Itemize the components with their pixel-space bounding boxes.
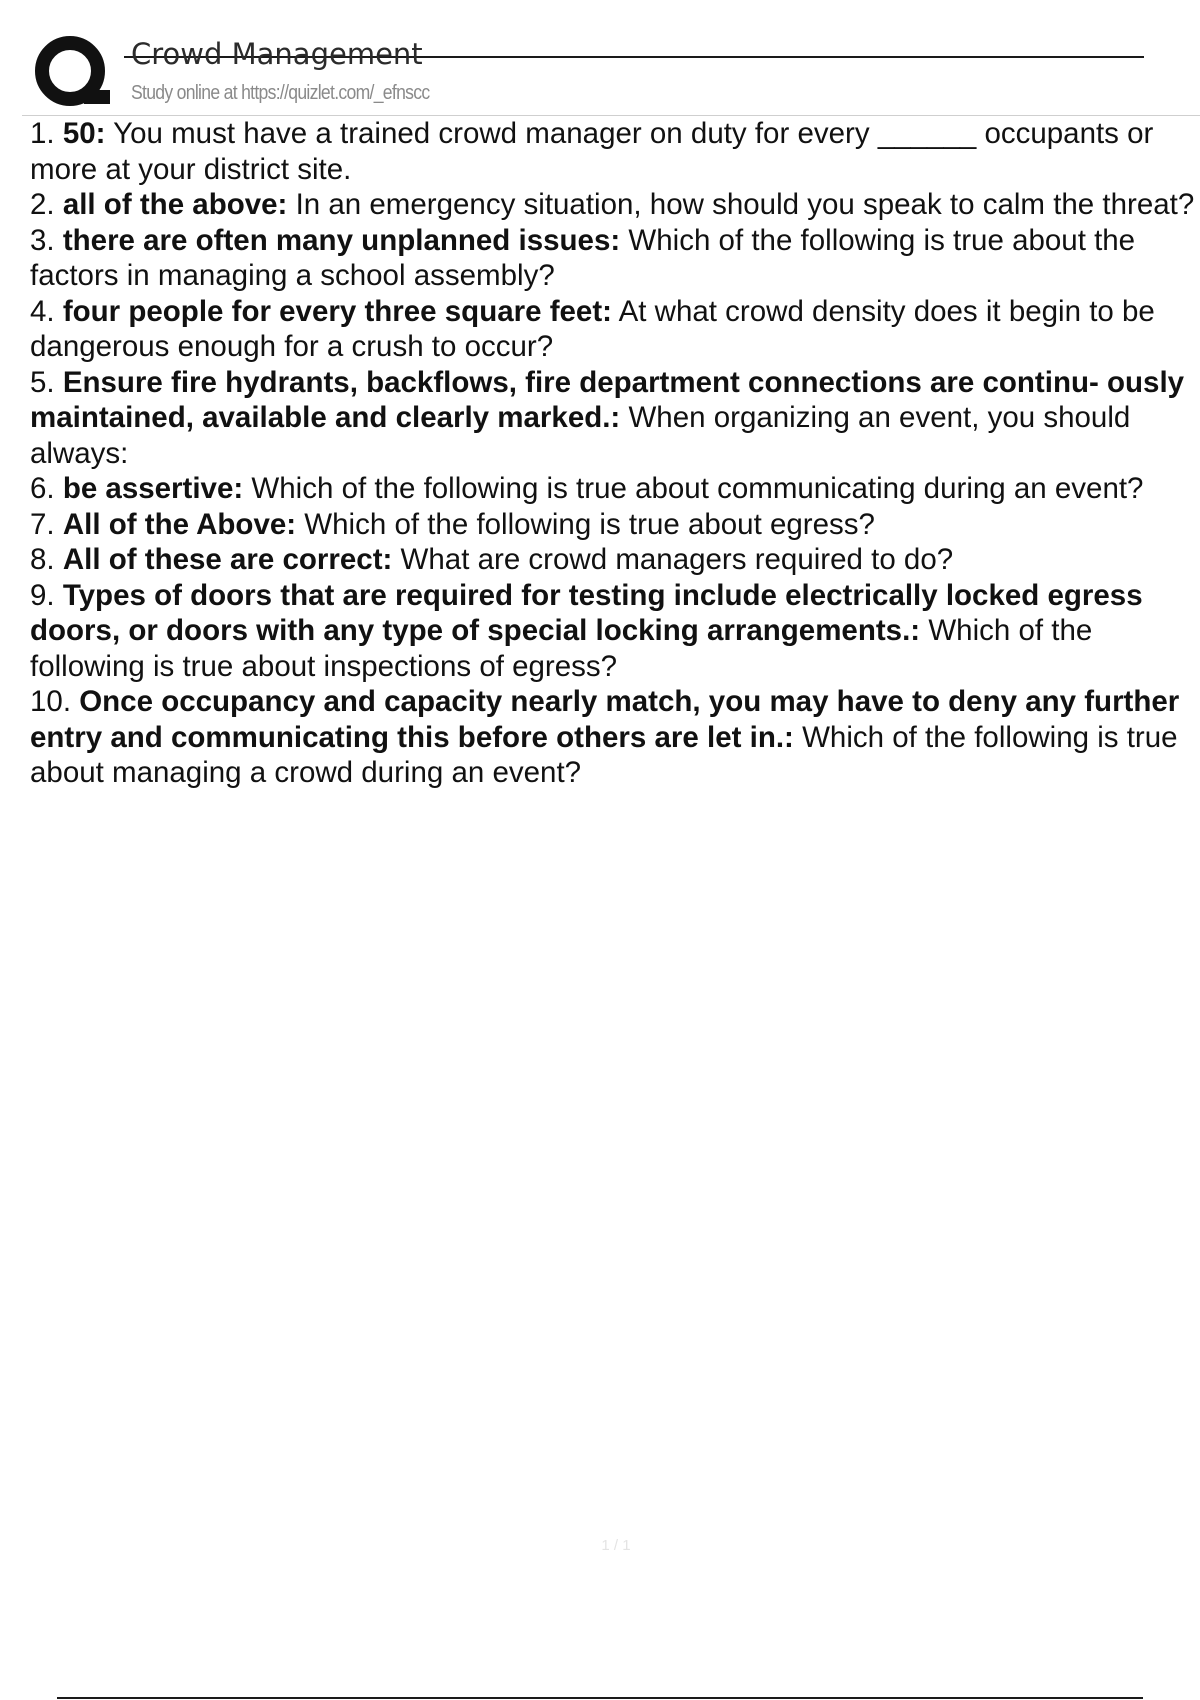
qa-item (30, 471, 1200, 507)
item-number: 8. (30, 543, 55, 576)
item-question: In an emergency situation, how should you speak to calm the threat? (295, 188, 1195, 221)
item-number: 7. (30, 507, 55, 541)
item-answer: Types of doors that are required for testing include electrically locked egress doors, or doors with any type of special locking arrangements.: (30, 578, 1143, 647)
item-answer: All of the Above: (62, 507, 297, 541)
qa-item (30, 507, 1200, 543)
item-number: 1. (30, 117, 55, 150)
item-question: You must have a trained crowd manager on duty for every ______ occupants or more at your district site. (30, 117, 1154, 186)
item-question: Which of the following is true about communicating during an event? (251, 472, 1144, 505)
item-answer: all of the above: (62, 188, 288, 221)
page-title: Crowd Management (131, 37, 423, 71)
qa-item (30, 294, 1200, 365)
qa-item (30, 542, 1200, 578)
item-number: 9. (30, 578, 55, 612)
item-question: Which of the following is true about the factors in managing a school assembly? (30, 223, 1136, 292)
item-answer: 50: (62, 117, 106, 150)
item-number: 3. (30, 223, 55, 257)
item-answer: Once occupancy and capacity nearly match, you may have to deny any further entry and communicating this before others are let in.: (30, 685, 1180, 754)
item-number: 10. (30, 685, 72, 718)
item-question: Which of the following is true about managing a crowd during an event? (30, 720, 1178, 789)
quizlet-q-logo-icon (32, 34, 112, 114)
page-number: 1 / 1 (601, 1537, 631, 1554)
qa-item (30, 684, 1200, 791)
qa-item (30, 223, 1200, 294)
item-question: Which of the following is true about inspections of egress? (30, 614, 1093, 683)
item-question: When organizing an event, you should always: (30, 401, 1131, 470)
qa-item (30, 365, 1200, 472)
item-question: Which of the following is true about egress? (304, 507, 875, 541)
item-answer: be assertive: (62, 472, 244, 505)
qa-item (30, 187, 1200, 223)
item-question: What are crowd managers required to do? (400, 543, 954, 576)
qa-list (30, 116, 1200, 791)
qa-item (30, 116, 1200, 187)
item-answer: there are often many unplanned issues: (62, 223, 621, 257)
study-online-link[interactable]: Study online at https://quizlet.com/_efnscc (131, 82, 430, 104)
item-answer: All of these are correct: (62, 543, 393, 576)
item-answer: four people for every three square feet: (62, 294, 612, 328)
footer-divider (57, 1697, 1143, 1699)
item-number: 5. (30, 365, 55, 399)
item-answer: Ensure fire hydrants, backflows, fire department connections are continu- ously maintained, available and clearly marked.: (30, 365, 1185, 434)
page-header (0, 0, 1200, 118)
item-number: 4. (30, 294, 55, 328)
item-number: 2. (30, 188, 55, 221)
item-number: 6. (30, 472, 55, 505)
item-question: At what crowd density does it begin to be dangerous enough for a crush to occur? (30, 294, 1155, 363)
qa-item (30, 578, 1200, 685)
